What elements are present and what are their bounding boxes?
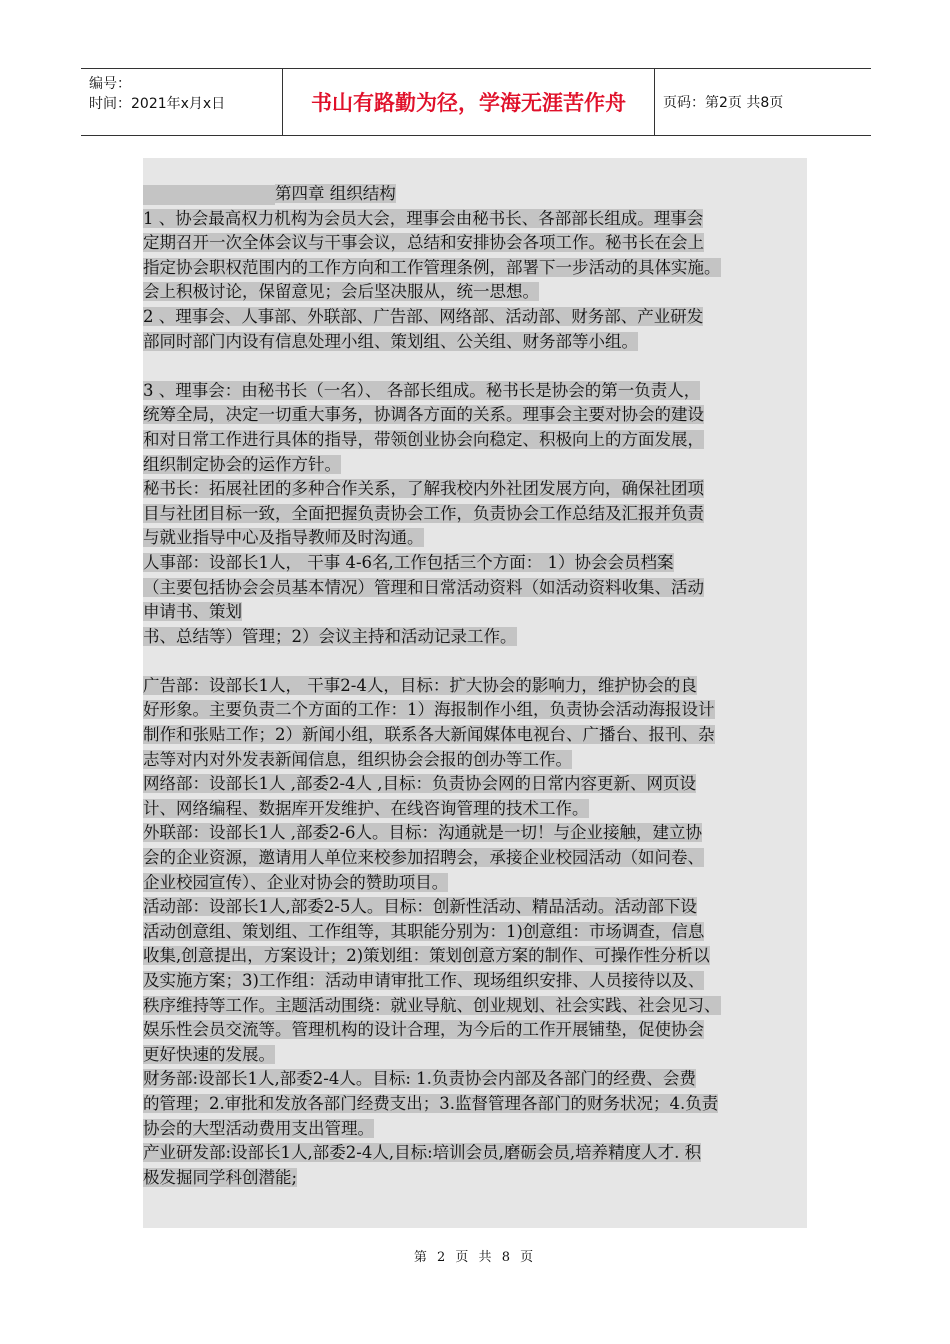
text-line (143, 453, 807, 478)
text-line-content: 秩序维持等工作。主题活动围绕：就业导航、创业规划、社会实践、社会见习、 (143, 995, 721, 1015)
text-line-content: 统筹全局，决定一切重大事务，协调各方面的关系。理事会主要对协会的建设 (143, 405, 704, 425)
text-line (143, 1067, 807, 1092)
text-line (143, 502, 807, 527)
text-line-content: 指定协会职权范围内的工作方向和工作管理条例，部署下一步活动的具体实施。 (143, 257, 721, 277)
text-line-content: 部同时部门内设有信息处理小组、策划组、公关组、财务部等小组。 (143, 331, 638, 351)
text-line (143, 576, 807, 601)
motto-text: 书山有路勤为径，学海无涯苦作舟 (311, 90, 626, 115)
text-line-content: 企业校园宣传）、企业对协会的赞助项目。 (143, 872, 449, 892)
text-line (143, 1117, 807, 1142)
text-line (143, 969, 807, 994)
document-text (143, 182, 807, 1190)
text-line-content: 2 、理事会、人事部、外联部、广告部、网络部、活动部、财务部、产业研发 (143, 306, 704, 326)
text-line-content: 娱乐性会员交流等。管理机构的设计合理，为今后的工作开展铺垫，促使协会 (143, 1020, 704, 1040)
blank-line (143, 649, 807, 674)
text-line-content: 的管理；2.审批和发放各部门经费支出；3.监督管理各部门的财务状况；4.负责 (143, 1093, 719, 1113)
text-line-content: 定期召开一次全体会议与干事会议，总结和安排协会各项工作。秘书长在会上 (143, 233, 704, 253)
text-line-content: 计、网络编程、数据库开发维护、在线咨询管理的技术工作。 (143, 798, 589, 818)
text-line-content: 协会的大型活动费用支出管理。 (143, 1118, 374, 1138)
text-line-content: 广告部：设部长1人， 干事2-4人，目标：扩大协会的影响力，维护协会的良 (143, 675, 697, 695)
text-line (143, 772, 807, 797)
text-line-content: 好形象。主要负责二个方面的工作：1）海报制作小组，负责协会活动海报设计 (143, 700, 715, 720)
text-line (143, 379, 807, 404)
text-line (143, 625, 807, 650)
text-line-content: 活动部：设部长1人,部委2-5人。目标：创新性活动、精品活动。活动部下设 (143, 897, 697, 917)
text-line-content: 申请书、策划 (143, 602, 242, 622)
text-line (143, 256, 807, 281)
text-line (143, 1043, 807, 1068)
text-line (143, 551, 807, 576)
text-line (143, 698, 807, 723)
text-line (143, 526, 807, 551)
text-line-content: 更好快速的发展。 (143, 1044, 275, 1064)
document-body (143, 158, 807, 1228)
text-line-content: 书、总结等）管理；2）会议主持和活动记录工作。 (143, 626, 517, 646)
header-meta (81, 69, 283, 135)
text-line-content: 制作和张贴工作；2）新闻小组，联系各大新闻媒体电视台、广播台、报刊、杂 (143, 725, 715, 745)
text-line-content: 极发掘同学科创潜能; (143, 1167, 298, 1187)
text-line (143, 403, 807, 428)
text-line-content: 及实施方案；3)工作组：活动申请审批工作、现场组织安排、人员接待以及、 (143, 971, 705, 990)
text-line (143, 895, 807, 920)
text-line-content: 会的企业资源，邀请用人单位来校参加招聘会，承接企业校园活动（如问卷、 (143, 848, 704, 868)
text-line (143, 600, 807, 625)
text-line-content: 网络部：设部长1人 ,部委2-4人 ,目标：负责协会网的日常内容更新、网页设 (143, 774, 697, 794)
text-line-content: 志等对内对外发表新闻信息，组织协会会报的创办等工作。 (143, 749, 572, 769)
text-line (143, 994, 807, 1019)
text-line (143, 674, 807, 699)
text-line (143, 231, 807, 256)
chapter-title (143, 182, 807, 207)
footer-page-number: 第 2 页 共 8 页 (413, 1250, 537, 1265)
text-line (143, 846, 807, 871)
header-page-label: 页码：第2页 共8页 (663, 95, 784, 111)
text-line (143, 477, 807, 502)
text-line (143, 280, 807, 305)
text-line-content: 人事部：设部长1人， 干事 4-6名,工作包括三个方面： 1）协会会员档案 (143, 552, 674, 572)
text-line-content: 外联部：设部长1人 ,部委2-6人。目标：沟通就是一切！与企业接触，建立协 (143, 823, 703, 843)
text-line (143, 1092, 807, 1117)
text-line-content: 1 、协会最高权力机构为会员大会，理事会由秘书长、各部部长组成。理事会 (143, 208, 704, 228)
header-page-info (655, 69, 871, 135)
text-line-content: 组织制定协会的运作方针。 (143, 454, 341, 474)
text-line (143, 871, 807, 896)
text-line (143, 1166, 807, 1191)
text-line-content: 收集,创意提出，方案设计；2)策划组：策划创意方案的制作、可操作性分析以 (143, 946, 710, 966)
text-line (143, 428, 807, 453)
text-line (143, 330, 807, 355)
text-line (143, 821, 807, 846)
header-number: 编号： (89, 76, 131, 92)
text-line-content: 和对日常工作进行具体的指导，带领创业协会向稳定、积极向上的方面发展， (143, 429, 704, 449)
page-header (81, 68, 871, 136)
text-line (143, 305, 807, 330)
blank-line (143, 354, 807, 379)
text-line-content: 活动创意组、策划组、工作组等，其职能分别为：1)创意组：市场调查，信息 (143, 921, 705, 941)
text-line-content: 产业研发部:设部长1人,部委2-4人,目标:培训会员,磨砺会员,培养精度人才. 积 (143, 1143, 702, 1163)
text-line (143, 944, 807, 969)
text-line (143, 797, 807, 822)
text-line-content: 与就业指导中心及指导教师及时沟通。 (143, 528, 424, 548)
text-line-content: 秘书长：拓展社团的多种合作关系，了解我校内外社团发展方向，确保社团项 (143, 479, 704, 499)
text-line (143, 1141, 807, 1166)
text-line (143, 748, 807, 773)
text-line (143, 920, 807, 945)
text-line-content: 目与社团目标一致，全面把握负责协会工作，负责协会工作总结及汇报并负责 (143, 503, 704, 523)
page-footer (0, 1246, 950, 1265)
text-line-content: 会上积极讨论，保留意见；会后坚决服从，统一思想。 (143, 282, 539, 302)
text-line-content: 财务部:设部长1人,部委2-4人。目标: 1.负责协会内部及各部门的经费、会费 (143, 1069, 696, 1089)
text-line (143, 207, 807, 232)
header-motto (283, 69, 655, 135)
header-time: 时间：2021年x月x日 (89, 96, 226, 112)
text-line-content: （主要包括协会会员基本情况）管理和日常活动资料（如活动资料收集、活动 (143, 577, 704, 597)
chapter-title-text: 第四章 组织结构 (275, 184, 396, 203)
text-line (143, 1018, 807, 1043)
text-line-content: 3 、理事会：由秘书长（一名）、 各部长组成。秘书长是协会的第一负责人， (143, 380, 701, 400)
text-line (143, 723, 807, 748)
